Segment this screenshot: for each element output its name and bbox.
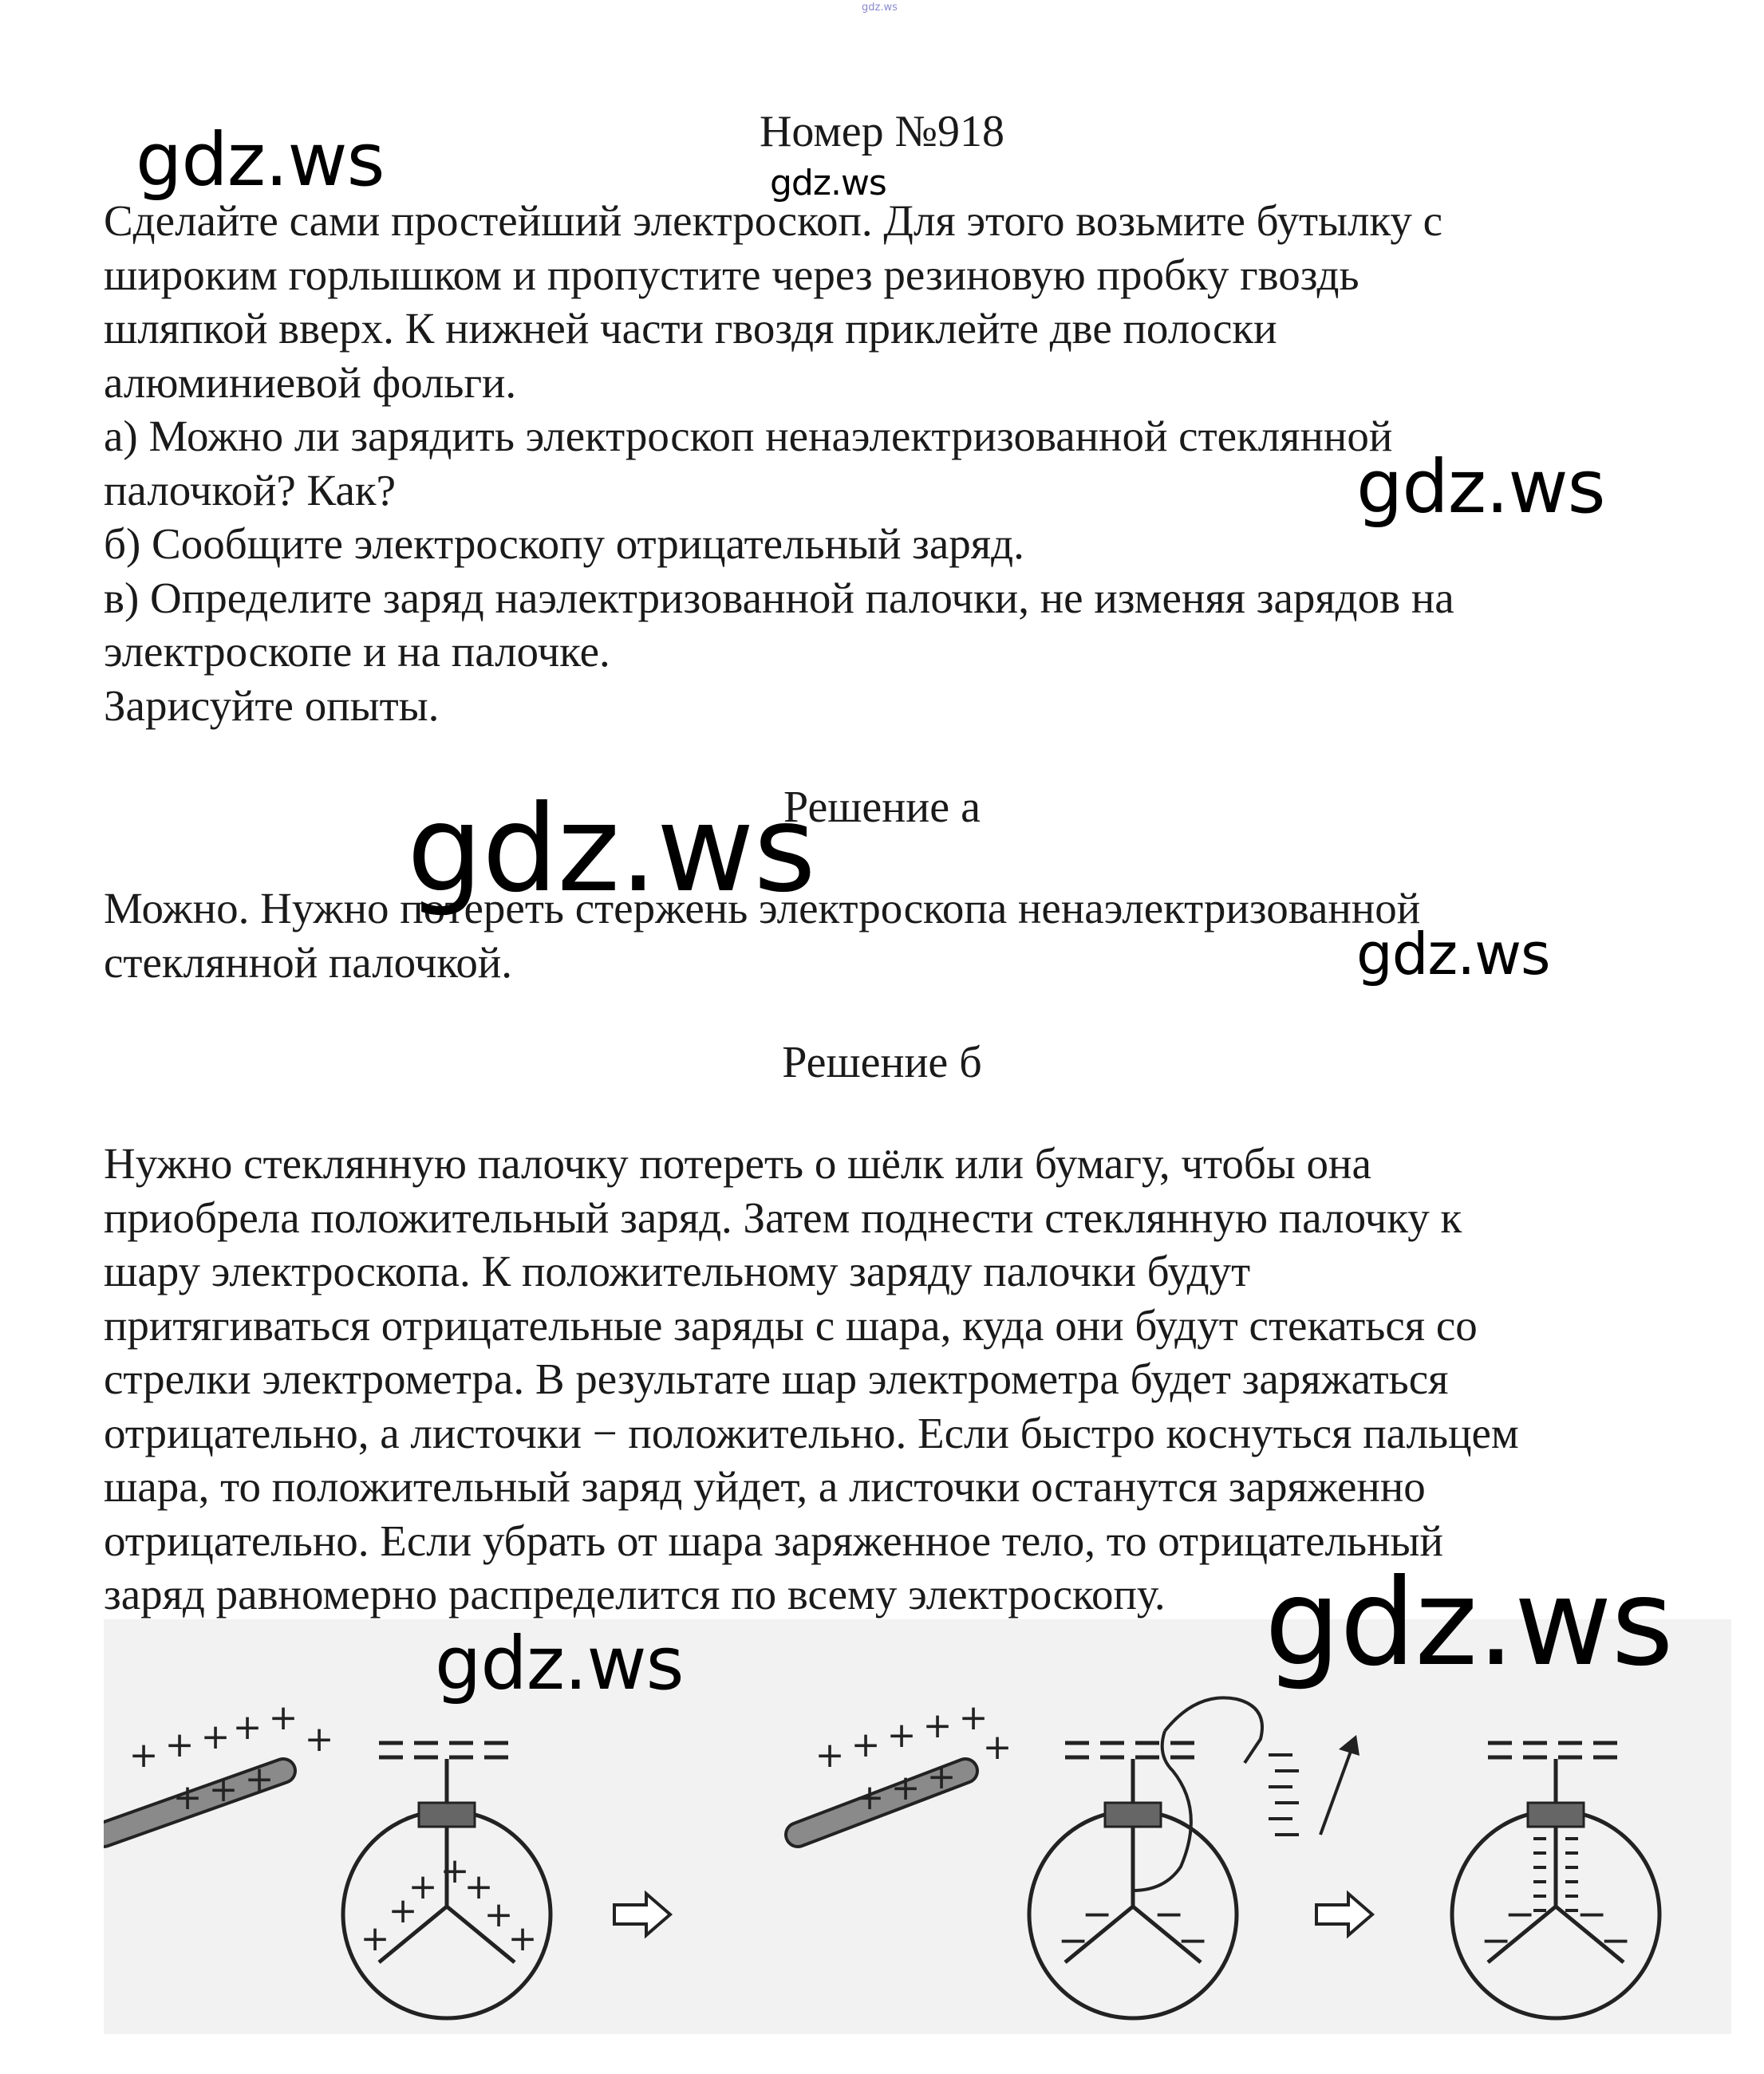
minus-charge-sign: − bbox=[1576, 1892, 1608, 1935]
solution-b-line: шара, то положительный заряд уйдет, а листочки останутся заряженно bbox=[104, 1462, 1426, 1511]
minus-charge-sign: − bbox=[1057, 1918, 1089, 1962]
plus-charge-sign: + bbox=[982, 1727, 1012, 1768]
solution-b-heading: Решение б bbox=[782, 1038, 982, 1087]
task-line: шляпкой вверх. К нижней части гвоздя приклейте две полоски bbox=[104, 304, 1277, 353]
minus-charge-sign: − bbox=[1081, 1892, 1113, 1935]
minus-charge-sign: − bbox=[1177, 1918, 1209, 1962]
minus-charge-sign: − bbox=[1600, 1918, 1632, 1962]
solution-a-line: стеклянной палочкой. bbox=[104, 937, 512, 987]
task-line: б) Сообщите электроскопу отрицательный заряд. bbox=[104, 519, 1024, 568]
minus-charge-sign: − bbox=[1480, 1918, 1512, 1962]
watermark: gdz.ws bbox=[1356, 921, 1550, 988]
task-line: электроскопе и на палочке. bbox=[104, 627, 610, 676]
minus-charge-sign: − bbox=[1153, 1892, 1185, 1935]
task-line: в) Определите заряд наэлектризованной палочки, не изменяя зарядов на bbox=[104, 573, 1454, 622]
solution-a-line: Можно. Нужно потереть стержень электроскопа ненаэлектризованной bbox=[104, 884, 1421, 933]
solution-b-line: отрицательно. Если убрать от шара заряженное тело, то отрицательный bbox=[104, 1516, 1443, 1565]
minus-charge-sign: − bbox=[1504, 1892, 1536, 1935]
solution-a-heading: Решение а bbox=[783, 783, 981, 832]
watermark: gdz.ws bbox=[770, 163, 886, 203]
solution-b-line: притягиваться отрицательные заряды с шара, куда они будут стекаться со bbox=[104, 1300, 1478, 1350]
watermark: gdz.ws bbox=[407, 780, 815, 919]
watermark: gdz.ws bbox=[136, 117, 385, 203]
plus-charge-sign: + bbox=[922, 1705, 953, 1746]
plus-charge-sign: + bbox=[268, 1697, 298, 1738]
plus-charge-sign: + bbox=[850, 1725, 881, 1765]
rubber-stopper bbox=[1528, 1803, 1584, 1827]
rubber-stopper bbox=[419, 1803, 475, 1827]
plus-charge-sign: + bbox=[128, 1735, 159, 1776]
solution-b-line: отрицательно, а листочки − положительно. Если быстро коснуться пальцем bbox=[104, 1408, 1519, 1457]
plus-charge-sign: + bbox=[886, 1715, 917, 1756]
task-line: алюминиевой фольги. bbox=[104, 357, 517, 407]
top-small-watermark: gdz.ws bbox=[862, 2, 898, 14]
plus-charge-sign: + bbox=[408, 1867, 438, 1907]
watermark: gdz.ws bbox=[435, 1621, 684, 1706]
solution-b-line: приобрела положительный заряд. Затем поднести стеклянную палочку к bbox=[104, 1193, 1462, 1242]
task-line: Сделайте сами простейший электроскоп. Для этого возьмите бутылку с bbox=[104, 196, 1443, 245]
plus-charge-sign: + bbox=[815, 1735, 845, 1776]
solution-b-line: Нужно стеклянную палочку потереть о шёлк или бумагу, чтобы она bbox=[104, 1139, 1371, 1188]
page-title: Номер №918 bbox=[759, 107, 1005, 156]
solution-b-line: заряд равномерно распределится по всему электроскопу. bbox=[104, 1570, 1166, 1619]
task-line: палочкой? Как? bbox=[104, 465, 397, 515]
plus-charge-sign: + bbox=[164, 1725, 195, 1765]
plus-charge-sign: + bbox=[244, 1759, 274, 1800]
plus-charge-sign: + bbox=[507, 1918, 538, 1959]
plus-charge-sign: + bbox=[200, 1717, 231, 1757]
plus-charge-sign: + bbox=[440, 1851, 470, 1891]
watermark: gdz.ws bbox=[1356, 444, 1605, 530]
plus-charge-sign: + bbox=[926, 1757, 957, 1797]
solution-b-line: шару электроскопа. К положительному заряду палочки будут bbox=[104, 1247, 1251, 1295]
plus-charge-sign: + bbox=[483, 1895, 514, 1935]
plus-charge-sign: + bbox=[360, 1918, 390, 1959]
rubber-stopper bbox=[1105, 1803, 1161, 1827]
plus-charge-sign: + bbox=[854, 1777, 885, 1818]
plus-charge-sign: + bbox=[208, 1769, 239, 1810]
task-line: а) Можно ли зарядить электроскоп ненаэлектризованной стеклянной bbox=[104, 412, 1393, 460]
task-line: Зарисуйте опыты. bbox=[104, 680, 440, 730]
plus-charge-sign: + bbox=[304, 1719, 334, 1760]
watermark: gdz.ws bbox=[1265, 1554, 1673, 1693]
solution-b-text bbox=[104, 1137, 1699, 1622]
plus-charge-sign: + bbox=[172, 1777, 203, 1818]
plus-charge-sign: + bbox=[464, 1867, 494, 1907]
plus-charge-sign: + bbox=[890, 1768, 921, 1808]
task-line: широким горлышком и пропустите через резиновую пробку гвоздь bbox=[104, 250, 1360, 299]
solution-b-line: стрелки электрометра. В результате шар электрометра будет заряжаться bbox=[104, 1354, 1449, 1403]
plus-charge-sign: + bbox=[232, 1707, 262, 1748]
plus-charge-sign: + bbox=[958, 1697, 989, 1738]
plus-charge-sign: + bbox=[388, 1891, 418, 1931]
